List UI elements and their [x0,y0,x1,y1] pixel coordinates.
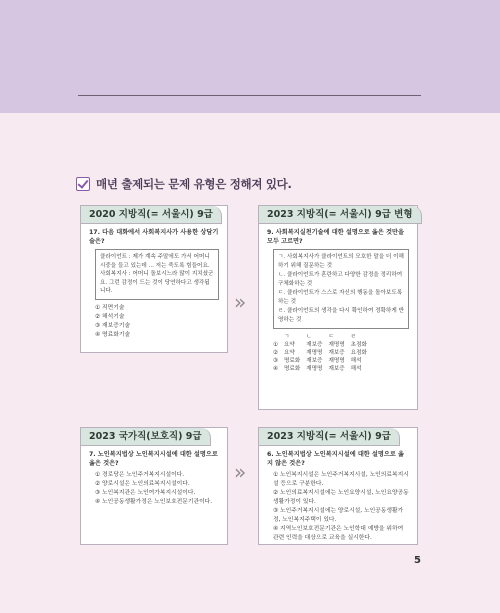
table-cell: ② [273,350,279,356]
card-body [267,228,409,373]
table-row [273,365,373,373]
table-cell: 요약 [284,350,295,356]
dialogue-line: 사회복지사 : 어머니 돌보시느라 많이 지치셨군요. 그런 감정이 드는 것이 당연하다고 생각됩니다. [100,271,214,294]
table-row [273,357,373,365]
double-chevron-right-icon: » [234,290,247,314]
table-header: ㄱ [284,334,290,340]
option: ④ 노인공동생활가정은 노인보호전문기관이다. [95,499,213,505]
card-tab: 2020 지방직(= 서울시) 9급 [81,206,222,224]
table-cell: ③ [273,358,279,364]
option: ③ 노인복지관은 노인여가복지시설이다. [95,490,196,496]
table-cell: 해석 [350,358,362,364]
dialogue-line: 클라이언트 : 제가 계속 주말에도 가서 어머니 시중을 들고 있는데 ... 저는 죽도록 힘들어요. [100,254,210,269]
dialogue-box [95,249,219,300]
option: ② 해석기술 [95,313,125,320]
option: ③ 노인주거복지시설에는 양로시설, 노인공동생활가정, 노인복지주택이 있다. [273,508,404,523]
option: ① 노인복지시설은 노인주거복지시설, 노인의료복지시설 등으로 구분한다. [273,472,409,487]
exam-card-2023-national [80,427,228,545]
table-row [273,341,373,349]
option: ① 경로당은 노인주거복지시설이다. [95,472,185,478]
exam-card-2023-local [258,427,418,545]
option: ④ 지역노인보호전문기관은 노인학대 예방을 위하여 관련 인력을 대상으로 교육을 실시한다. [273,526,404,541]
section-heading [76,176,292,192]
question-text: 6. 노인복지법상 노인복지시설에 대한 설명으로 옳지 않은 것은? [267,451,404,467]
table-cell: 재보증 [306,358,323,364]
table-cell: ① [273,342,279,348]
card-body [267,450,409,543]
exam-card-2020 [80,205,228,353]
statement: ㄴ. 클라이언트가 혼란하고 다양한 감정을 정리하여 구체화하는 것 [278,272,403,287]
card-tab: 2023 지방직(= 서울시) 9급 [259,428,400,446]
exam-card-2023-local-variant [258,205,418,410]
double-chevron-right-icon: » [234,460,247,484]
statement: ㄹ. 클라이언트의 생각을 다시 확인하여 정확하게 반영하는 것 [278,308,404,323]
table-cell: 재명명 [328,342,345,348]
table-cell: 명료화 [284,358,301,364]
table-cell: 명료화 [284,366,301,372]
question-text: 9. 사회복지실천기술에 대한 설명으로 옳은 것만을 모두 고르면? [267,229,404,245]
option: ② 노인의료복지시설에는 노인요양시설, 노인요양공동생활가정이 있다. [273,490,409,505]
section-title: 매년 출제되는 문제 유형은 정해져 있다. [96,177,292,191]
table-cell: 재명명 [328,358,345,364]
card-body [89,450,219,507]
page-number: 5 [414,555,421,566]
card-tab: 2023 국가직(보호직) 9급 [81,428,211,446]
checkbox-icon [76,177,90,191]
table-cell: 재보증 [306,342,323,348]
table-cell: 재명명 [306,350,323,356]
table-cell: 초점화 [350,342,367,348]
table-cell: 요점화 [350,350,367,356]
statement-box [273,249,409,329]
table-cell: 재보증 [328,366,345,372]
card-tab: 2023 지방직(= 서울시) 9급 변형 [259,206,422,224]
option: ① 직면기술 [95,304,125,311]
top-header-band [0,0,500,113]
header-divider [78,95,421,96]
table-cell: 해석 [350,366,362,372]
option: ④ 명료화기술 [95,331,131,338]
table-header: ㄴ [306,334,312,340]
table-header: ㄹ [350,334,357,340]
statement: ㄷ. 클라이언트가 스스로 자신의 행동을 돌아보도록 하는 것 [278,290,403,305]
table-row [273,349,373,357]
question-text: 7. 노인복지법상 노인복지시설에 대한 설명으로 옳은 것은? [89,451,218,467]
table-cell: 요약 [284,342,295,348]
question-text: 17. 다음 대화에서 사회복지사가 사용한 상담기술은? [89,229,219,245]
statement: ㄱ. 사회복지사가 클라이언트의 모호한 말을 더 이해하기 위해 질문하는 것 [278,254,404,269]
table-cell: 재명명 [306,366,323,372]
table-header: ㄷ [328,334,334,340]
option: ③ 재보증기술 [95,322,131,329]
option: ② 양로시설은 노인의료복지시설이다. [95,481,190,487]
table-cell: 재보증 [328,350,345,356]
answer-table [273,333,373,373]
table-cell: ④ [273,366,279,372]
card-body [89,228,219,340]
